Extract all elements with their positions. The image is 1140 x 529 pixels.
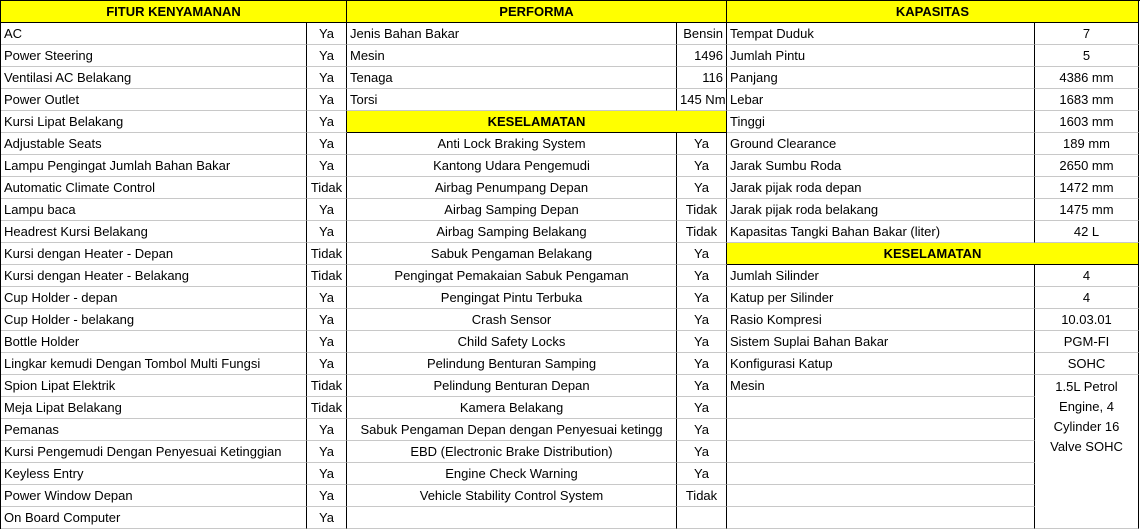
fitur-label: Power Outlet — [1, 89, 307, 111]
kapasitas-value: 5 — [1035, 45, 1139, 67]
kapasitas-label: Tempat Duduk — [727, 23, 1035, 45]
fitur-value: Ya — [307, 463, 347, 485]
kapasitas-label: Ground Clearance — [727, 133, 1035, 155]
mesin-label: Sistem Suplai Bahan Bakar — [727, 331, 1035, 353]
keselamatan-value: Ya — [677, 177, 727, 199]
fitur-label: Power Window Depan — [1, 485, 307, 507]
fitur-label: Cup Holder - belakang — [1, 309, 307, 331]
keselamatan-value: Tidak — [677, 199, 727, 221]
fitur-label: Pemanas — [1, 419, 307, 441]
performa-label: Mesin — [347, 45, 677, 67]
keselamatan-value: Ya — [677, 441, 727, 463]
keselamatan-label: Pelindung Benturan Depan — [347, 375, 677, 397]
fitur-label: Kursi dengan Heater - Depan — [1, 243, 307, 265]
kapasitas-label: Jumlah Pintu — [727, 45, 1035, 67]
kapasitas-value: 1472 mm — [1035, 177, 1139, 199]
kapasitas-label: Panjang — [727, 67, 1035, 89]
keselamatan-label: EBD (Electronic Brake Distribution) — [347, 441, 677, 463]
keselamatan-label: Anti Lock Braking System — [347, 133, 677, 155]
mesin-label: Katup per Silinder — [727, 287, 1035, 309]
keselamatan-value: Ya — [677, 287, 727, 309]
performa-label: Jenis Bahan Bakar — [347, 23, 677, 45]
keselamatan-value: Ya — [677, 353, 727, 375]
empty-cell — [727, 507, 1035, 529]
fitur-label: Adjustable Seats — [1, 133, 307, 155]
fitur-value: Tidak — [307, 177, 347, 199]
fitur-value: Ya — [307, 507, 347, 529]
kapasitas-value: 1603 mm — [1035, 111, 1139, 133]
kapasitas-label: Jarak pijak roda depan — [727, 177, 1035, 199]
fitur-value: Ya — [307, 45, 347, 67]
fitur-value: Tidak — [307, 243, 347, 265]
fitur-label: Keyless Entry — [1, 463, 307, 485]
fitur-label: Kursi dengan Heater - Belakang — [1, 265, 307, 287]
fitur-value: Ya — [307, 353, 347, 375]
fitur-label: Power Steering — [1, 45, 307, 67]
keselamatan-label: Child Safety Locks — [347, 331, 677, 353]
keselamatan-value: Tidak — [677, 485, 727, 507]
mesin-value: 4 — [1035, 287, 1139, 309]
fitur-label: Kursi Pengemudi Dengan Penyesuai Ketinggian — [1, 441, 307, 463]
fitur-value: Tidak — [307, 375, 347, 397]
mesin-label: Jumlah Silinder — [727, 265, 1035, 287]
fitur-label: On Board Computer — [1, 507, 307, 529]
kapasitas-value: 1475 mm — [1035, 199, 1139, 221]
performa-label: Tenaga — [347, 67, 677, 89]
empty-cell — [727, 419, 1035, 441]
keselamatan-value: Ya — [677, 331, 727, 353]
fitur-value: Ya — [307, 419, 347, 441]
keselamatan-label: Airbag Samping Belakang — [347, 221, 677, 243]
keselamatan-label: Airbag Penumpang Depan — [347, 177, 677, 199]
keselamatan-value: Ya — [677, 463, 727, 485]
keselamatan-label: Kantong Udara Pengemudi — [347, 155, 677, 177]
keselamatan-value: Tidak — [677, 221, 727, 243]
header-performa: PERFORMA — [347, 1, 727, 23]
kapasitas-value: 7 — [1035, 23, 1139, 45]
header-keselamatan: KESELAMATAN — [347, 111, 727, 133]
performa-value: 145 Nm — [677, 89, 727, 111]
kapasitas-value: 4386 mm — [1035, 67, 1139, 89]
fitur-label: Bottle Holder — [1, 331, 307, 353]
keselamatan-label: Pengingat Pemakaian Sabuk Pengaman — [347, 265, 677, 287]
header-fitur-kenyamanan: FITUR KENYAMANAN — [1, 1, 347, 23]
fitur-label: Headrest Kursi Belakang — [1, 221, 307, 243]
fitur-label: Lingkar kemudi Dengan Tombol Multi Fungsi — [1, 353, 307, 375]
keselamatan-label: Engine Check Warning — [347, 463, 677, 485]
fitur-label: Kursi Lipat Belakang — [1, 111, 307, 133]
performa-value: 116 — [677, 67, 727, 89]
fitur-label: Cup Holder - depan — [1, 287, 307, 309]
fitur-value: Ya — [307, 441, 347, 463]
performa-value: 1496 — [677, 45, 727, 67]
keselamatan-label: Vehicle Stability Control System — [347, 485, 677, 507]
header-kapasitas: KAPASITAS — [727, 1, 1139, 23]
fitur-value: Ya — [307, 309, 347, 331]
fitur-value: Tidak — [307, 397, 347, 419]
fitur-label: AC — [1, 23, 307, 45]
fitur-label: Lampu Pengingat Jumlah Bahan Bakar — [1, 155, 307, 177]
mesin-value: PGM-FI — [1035, 331, 1139, 353]
fitur-label: Automatic Climate Control — [1, 177, 307, 199]
fitur-value: Ya — [307, 67, 347, 89]
fitur-value: Ya — [307, 199, 347, 221]
header-keselamatan-mesin: KESELAMATAN — [727, 243, 1139, 265]
empty-cell — [727, 485, 1035, 507]
mesin-value: 1.5L Petrol Engine, 4 Cylinder 16 Valve SOHC — [1035, 375, 1139, 529]
fitur-value: Ya — [307, 485, 347, 507]
keselamatan-label: Sabuk Pengaman Depan dengan Penyesuai ketingg — [347, 419, 677, 441]
fitur-value: Ya — [307, 133, 347, 155]
keselamatan-value: Ya — [677, 155, 727, 177]
keselamatan-value: Ya — [677, 397, 727, 419]
mesin-label: Rasio Kompresi — [727, 309, 1035, 331]
keselamatan-label: Airbag Samping Depan — [347, 199, 677, 221]
kapasitas-label: Jarak pijak roda belakang — [727, 199, 1035, 221]
mesin-label: Mesin — [727, 375, 1035, 397]
performa-value: Bensin — [677, 23, 727, 45]
fitur-value: Ya — [307, 155, 347, 177]
keselamatan-value: Ya — [677, 133, 727, 155]
keselamatan-value: Ya — [677, 243, 727, 265]
empty-cell — [677, 507, 727, 529]
keselamatan-label: Pengingat Pintu Terbuka — [347, 287, 677, 309]
fitur-value: Ya — [307, 287, 347, 309]
fitur-value: Ya — [307, 331, 347, 353]
fitur-label: Lampu baca — [1, 199, 307, 221]
kapasitas-value: 1683 mm — [1035, 89, 1139, 111]
fitur-label: Meja Lipat Belakang — [1, 397, 307, 419]
kapasitas-label: Tinggi — [727, 111, 1035, 133]
keselamatan-label: Pelindung Benturan Samping — [347, 353, 677, 375]
kapasitas-label: Lebar — [727, 89, 1035, 111]
keselamatan-label: Sabuk Pengaman Belakang — [347, 243, 677, 265]
kapasitas-value: 189 mm — [1035, 133, 1139, 155]
kapasitas-label: Jarak Sumbu Roda — [727, 155, 1035, 177]
fitur-value: Ya — [307, 221, 347, 243]
empty-cell — [727, 441, 1035, 463]
keselamatan-value: Ya — [677, 419, 727, 441]
mesin-value: 10.03.01 — [1035, 309, 1139, 331]
performa-label: Torsi — [347, 89, 677, 111]
keselamatan-label: Crash Sensor — [347, 309, 677, 331]
fitur-label: Spion Lipat Elektrik — [1, 375, 307, 397]
fitur-value: Ya — [307, 111, 347, 133]
keselamatan-value: Ya — [677, 309, 727, 331]
kapasitas-value: 2650 mm — [1035, 155, 1139, 177]
mesin-value: SOHC — [1035, 353, 1139, 375]
kapasitas-label: Kapasitas Tangki Bahan Bakar (liter) — [727, 221, 1035, 243]
keselamatan-label: Kamera Belakang — [347, 397, 677, 419]
mesin-value: 4 — [1035, 265, 1139, 287]
fitur-value: Ya — [307, 89, 347, 111]
keselamatan-value: Ya — [677, 265, 727, 287]
fitur-value: Ya — [307, 23, 347, 45]
fitur-label: Ventilasi AC Belakang — [1, 67, 307, 89]
keselamatan-value: Ya — [677, 375, 727, 397]
mesin-label: Konfigurasi Katup — [727, 353, 1035, 375]
kapasitas-value: 42 L — [1035, 221, 1139, 243]
fitur-value: Tidak — [307, 265, 347, 287]
empty-cell — [727, 397, 1035, 419]
empty-cell — [727, 463, 1035, 485]
empty-cell — [347, 507, 677, 529]
